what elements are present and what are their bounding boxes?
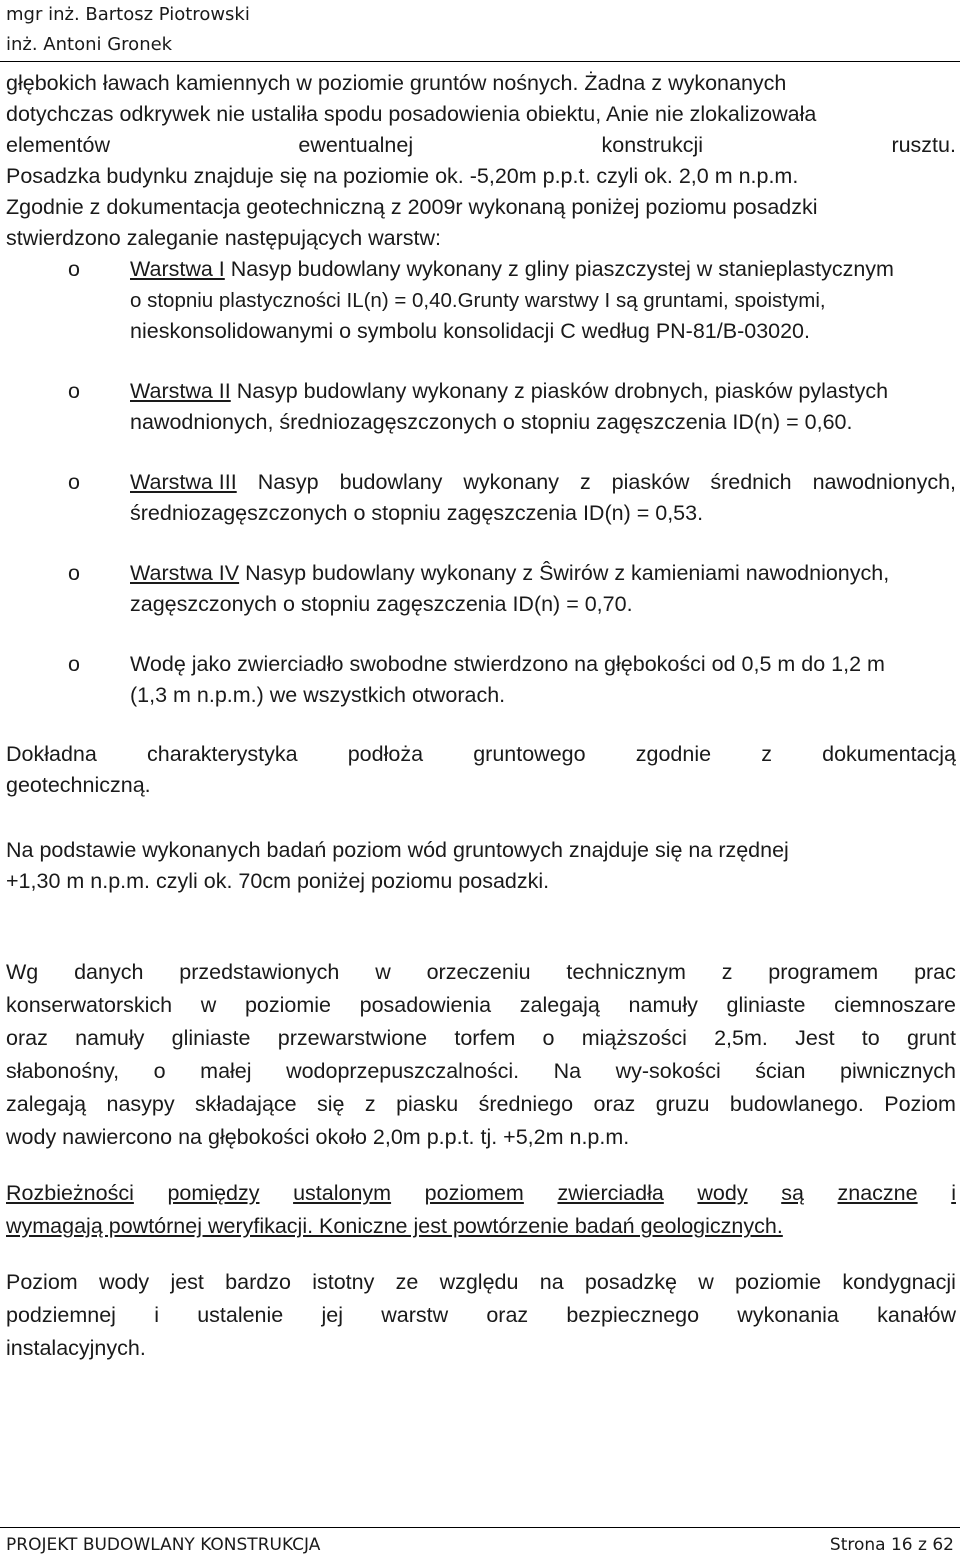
word: poziomie [735,1270,822,1294]
word: piasków [611,470,690,494]
layer-name: Warstwa I [130,257,225,281]
paragraph-water-importance [6,1267,956,1364]
text-line: nawodnionych, średniozagęszczonych o stopniu zagęszczenia ID(n) = 0,60. [130,410,853,434]
word: ciemnoszare [834,993,956,1017]
word: nawodnionych, [812,470,956,494]
word: istotny [312,1270,375,1294]
header-author-2: inż. Antoni Gronek [6,34,173,55]
text-line-justified [6,130,956,161]
text-line: stwierdzono zaleganie następujących warstw: [6,226,442,250]
bullet-icon: o [68,561,80,585]
word: ścian [755,1059,806,1083]
word: i [951,1181,956,1205]
text-line: dotychczas odkrywek nie ustaliła spodu posadowienia obiektu, Anie nie zlokalizowała [6,102,817,126]
text-line: instalacyjnych. [6,1336,146,1360]
word: oraz [486,1303,529,1327]
word: oraz [593,1092,636,1116]
layer-name: Warstwa II [130,379,231,403]
word: ze [395,1270,419,1294]
word: namuły [628,993,698,1017]
word: o [542,1026,555,1050]
word: Rozbieżności [6,1181,134,1205]
text-line: wody nawiercono na głębokości około 2,0m p.p.t. tj. +5,2m n.p.m. [6,1125,630,1149]
word: bezpiecznego [566,1303,700,1327]
word: o [153,1059,166,1083]
word: podziemnej [6,1303,116,1327]
word: ustalonym [293,1181,392,1205]
text-line: zagęszczonych o stopniu zagęszczenia ID(n) = 0,70. [130,592,633,616]
word: zalegają [519,993,600,1017]
word: z [364,1092,376,1116]
word: torfem [454,1026,516,1050]
word: wody [98,1270,150,1294]
word: w [698,1270,714,1294]
word: budowlany [339,470,443,494]
word: wykonania [737,1303,839,1327]
word: prac [914,960,956,984]
word: kondygnacji [842,1270,956,1294]
word: składające [195,1092,297,1116]
word: w [200,993,217,1017]
word: rusztu. [891,133,956,157]
word: małej [200,1059,252,1083]
word: poziomie [244,993,331,1017]
text-line: o stopniu plastyczności IL(n) = 0,40.Grunty warstwy I są gruntami, spoistymi, [130,289,826,312]
word: gruntowego [473,742,586,766]
list-item-layer-3 [6,467,956,529]
bullet-icon: o [68,652,80,676]
word: średnich [710,470,792,494]
paragraph-expert-opinion [6,957,956,1153]
word: są [781,1181,804,1205]
footer-project-title: PROJEKT BUDOWLANY KONSTRUKCJA [6,1535,321,1555]
word: namuły [75,1026,145,1050]
word: pomiędzy [167,1181,260,1205]
word: konstrukcji [601,133,704,157]
word: średniego [478,1092,574,1116]
footer-page-number: Strona 16 z 62 [829,1535,954,1555]
word: grunt [906,1026,956,1050]
word: wodoprzepuszczalności. [286,1059,520,1083]
word: elementów [6,133,110,157]
paragraph-groundwater-level [6,835,956,897]
text-line: (1,3 m n.p.m.) we wszystkich otworach. [130,683,506,707]
document-body [6,68,956,1364]
word: z [721,960,733,984]
word: słabonośny, [6,1059,120,1083]
text-line: geotechniczną. [6,773,151,797]
text-line: Na podstawie wykonanych badań poziom wód gruntowych znajduje się na rzędnej [6,838,789,862]
word: podłoża [347,742,424,766]
text-span: Nasyp budowlany wykonany z piasków drobnych, piasków pylastych [230,379,889,403]
word: jej [321,1303,343,1327]
word: bardzo [225,1270,291,1294]
paragraph-detailed-characteristics [6,739,956,801]
bullet-icon: o [68,257,80,281]
word: gruzu [655,1092,710,1116]
word: poziomem [424,1181,524,1205]
word: Jest [795,1026,835,1050]
word: w [375,960,391,984]
word: Na [553,1059,582,1083]
intro-paragraph [6,68,956,254]
word: się [317,1092,345,1116]
bullet-icon: o [68,379,80,403]
word: zgodnie [635,742,712,766]
text-span: Nasyp budowlany wykonany z gliny piaszczystej w stanieplastycznym [224,257,894,281]
word: 2,5m. [714,1026,768,1050]
word: konserwatorskich [6,993,173,1017]
word: kanałów [877,1303,956,1327]
bullet-icon: o [68,470,80,494]
list-item-layer-2 [6,376,956,438]
paragraph-discrepancies [6,1178,956,1242]
word: miąższości [581,1026,687,1050]
word: nasypy [106,1092,175,1116]
word: gliniaste [726,993,806,1017]
layer-name: Warstwa III [130,470,237,494]
word: gliniaste [171,1026,251,1050]
word: wykonany [463,470,559,494]
text-line: głębokich ławach kamiennych w poziomie gruntów nośnych. Żadna z wykonanych [6,71,787,95]
word: jest [170,1270,204,1294]
word: wy-sokości [615,1059,721,1083]
word: zalegają [6,1092,87,1116]
word: i [154,1303,159,1327]
word: z [579,470,591,494]
word: Poziom [6,1270,78,1294]
list-item-groundwater [6,649,956,711]
text-line: Wodę jako zwierciadło swobodne stwierdzono na głębokości od 0,5 m do 1,2 m [130,652,885,676]
word: piasku [396,1092,459,1116]
word: wody [697,1181,748,1205]
word: z [761,742,772,766]
word: względu [439,1270,519,1294]
word: przedstawionych [179,960,340,984]
word: budowlanego. [729,1092,864,1116]
word: danych [74,960,144,984]
word: to [861,1026,880,1050]
word: Nasyp [257,470,319,494]
word: charakterystyka [147,742,298,766]
word: posadzkę [584,1270,677,1294]
text-line: Posadzka budynku znajduje się na poziomie ok. -5,20m p.p.t. czyli ok. 2,0 m n.p.m. [6,164,799,188]
list-item-layer-1 [6,254,956,347]
word: na [539,1270,564,1294]
word: Wg [6,960,39,984]
word: przewarstwione [277,1026,428,1050]
word: ustalenie [197,1303,284,1327]
word: zwierciadła [557,1181,664,1205]
text-line: Zgodnie z dokumentacja geotechniczną z 2009r wykonaną poniżej poziomu posadzki [6,195,818,219]
text-span: Nasyp budowlany wykonany z Ŝwirów z kamieniami nawodnionych, [239,561,890,585]
word: oraz [6,1026,48,1050]
word: dokumentacją [822,742,956,766]
word: piwnicznych [840,1059,956,1083]
footer-divider [0,1527,960,1528]
list-item-layer-4 [6,558,956,620]
word: technicznym [566,960,686,984]
text-line: +1,30 m n.p.m. czyli ok. 70cm poniżej poziomu posadzki. [6,869,550,893]
word: posadowienia [359,993,492,1017]
header-author-1: mgr inż. Bartosz Piotrowski [6,4,250,25]
layer-name: Warstwa IV [130,561,240,585]
word: Poziom [884,1092,956,1116]
text-line: nieskonsolidowanymi o symbolu konsolidacji C według PN-81/B-03020. [130,319,810,343]
word: warstw [381,1303,449,1327]
text-line: wymagają powtórnej weryfikacji. Koniczne jest powtórzenie badań geologicznych. [6,1214,783,1238]
page-header [6,0,950,60]
word: programem [768,960,879,984]
word: Dokładna [6,742,97,766]
header-divider [0,61,960,62]
text-line: średniozagęszczonych o stopniu zagęszczenia ID(n) = 0,53. [130,501,704,525]
word: znaczne [837,1181,918,1205]
word: ewentualnej [298,133,414,157]
word: orzeczeniu [426,960,531,984]
soil-layers-list [6,254,956,711]
